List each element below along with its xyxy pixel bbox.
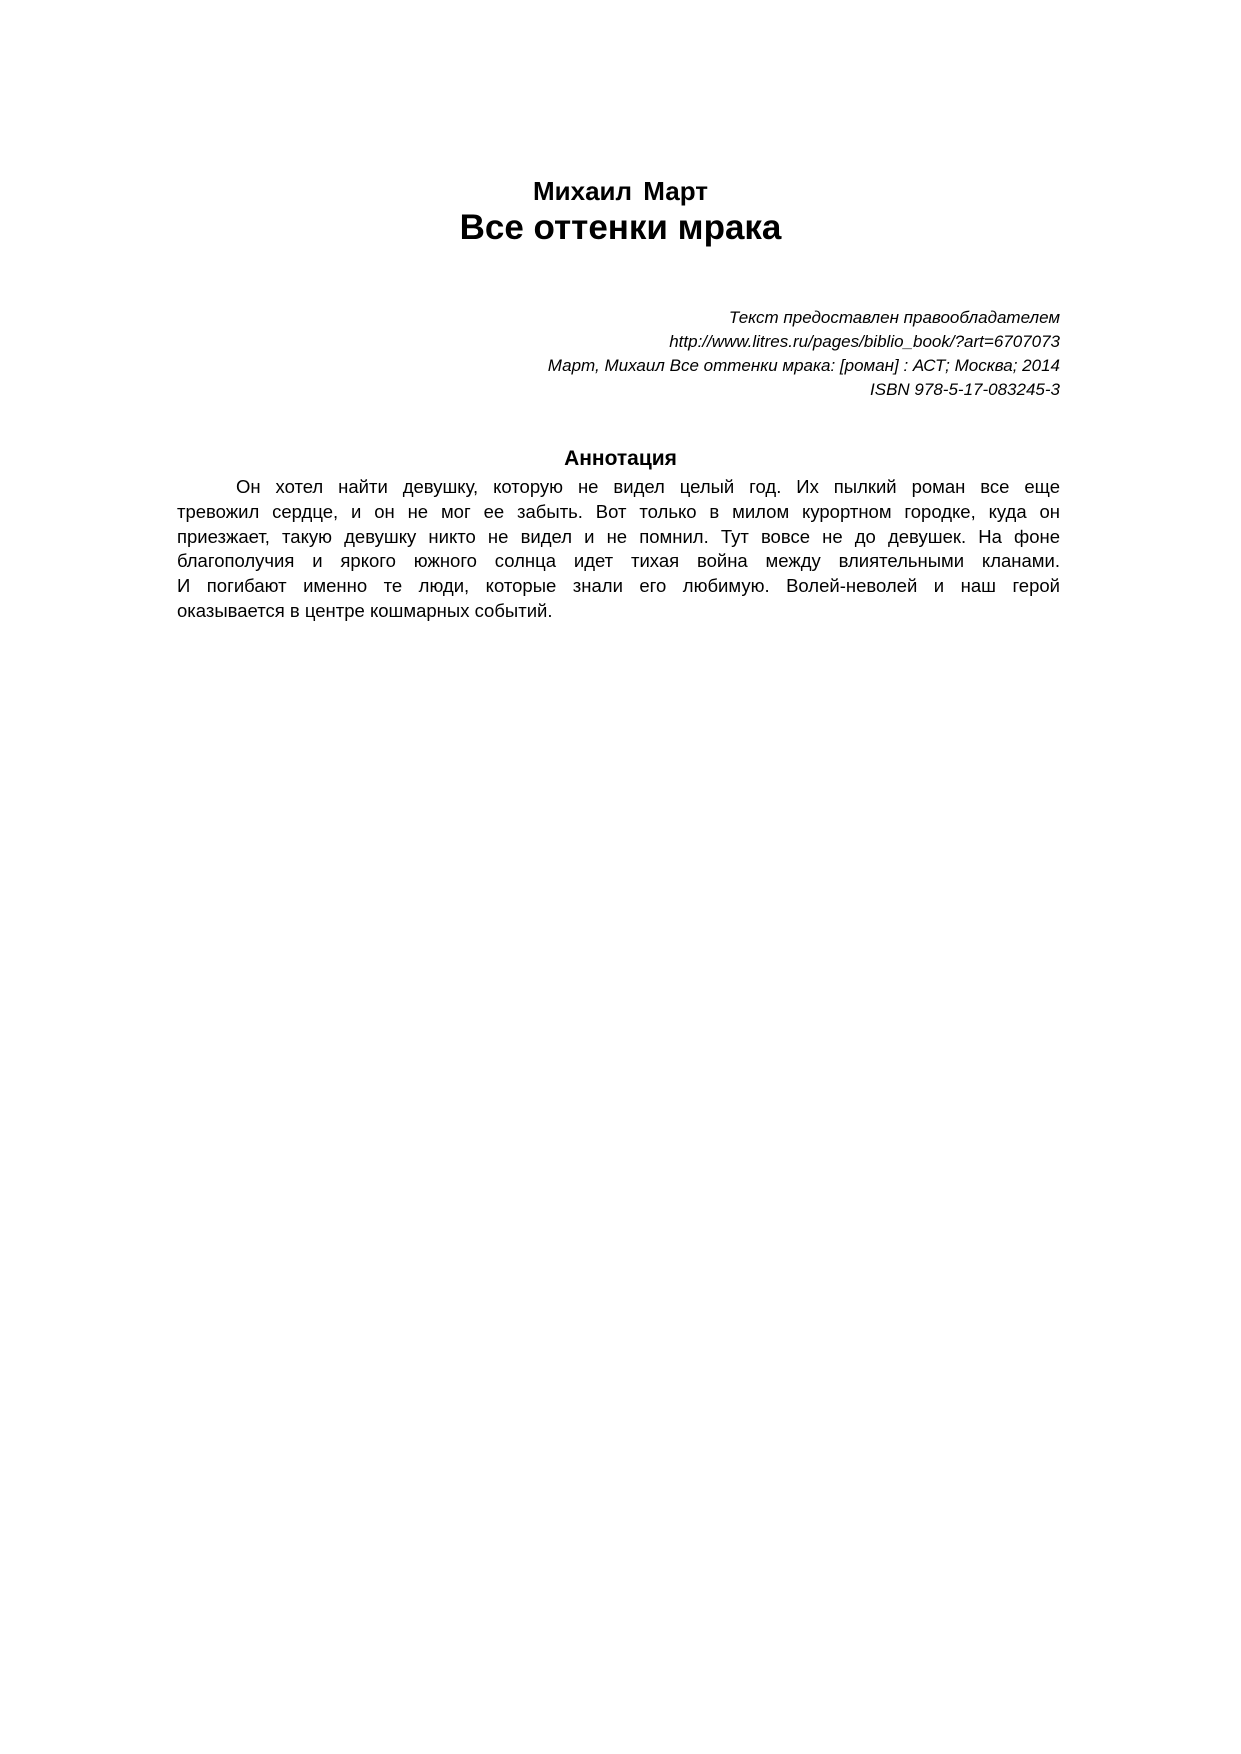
book-author: Михаил Март — [533, 176, 708, 206]
isbn: ISBN 978-5-17-083245-3 — [870, 380, 1060, 399]
rights-holder-note: Текст предоставлен правообладателем — [728, 308, 1060, 327]
annotation-line: приезжает, такую девушку никто не видел и не помнил. Тут вовсе не до девушек. На фоне — [177, 525, 1060, 547]
annotation-line: благополучия и яркого южного солнца идет тихая война между влиятельными кланами. — [177, 550, 1060, 572]
publication-info — [548, 306, 1060, 402]
annotation-line: Он хотел найти девушку, которую не видел целый год. Их пылкий роман все еще — [236, 476, 1060, 497]
annotation-text — [177, 475, 1060, 624]
book-title: Все оттенки мрака — [459, 208, 782, 247]
source-url: http://www.litres.ru/pages/biblio_book/?art=6707073 — [669, 332, 1060, 351]
bibliographic-reference: Март, Михаил Все оттенки мрака: [роман] : АСТ; Москва; 2014 — [547, 356, 1060, 375]
annotation-line: И погибают именно те люди, которые знали его любимую. Волей-неволей и наш герой — [177, 575, 1060, 597]
annotation-line: тревожил сердце, и он не мог ее забыть. Вот только в милом курортном городке, куда он — [177, 500, 1060, 522]
annotation-line: оказывается в центре кошмарных событий. — [177, 599, 553, 621]
annotation-heading: Аннотация — [564, 447, 677, 470]
